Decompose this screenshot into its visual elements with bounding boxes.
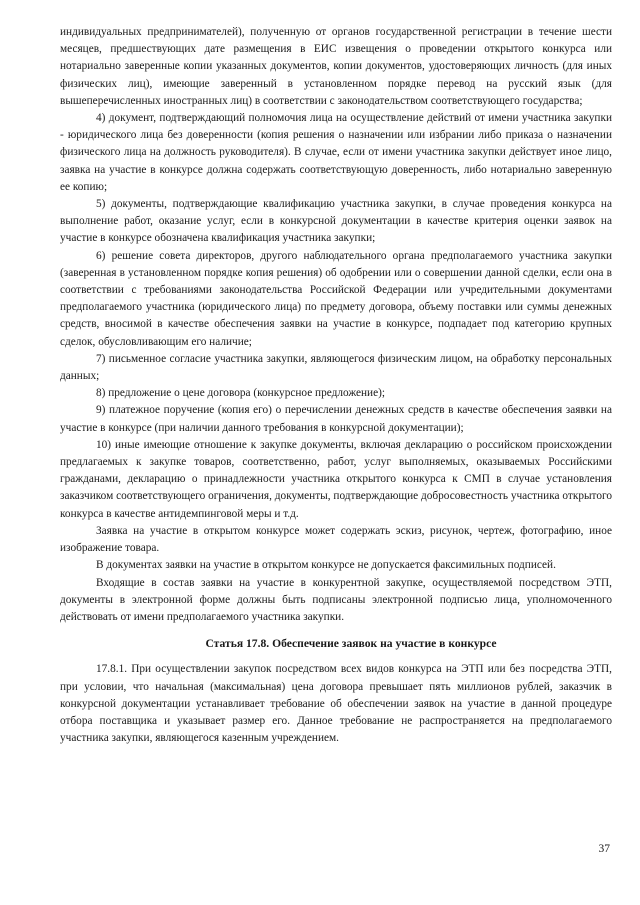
paragraph-item-6: 6) решение совета директоров, другого наблюдательного органа предполагаемого участника закупки (заверенная в установленном порядке копия решения) об одобрении или о совершении данной сделки, если она в соответствии с требованиями законодательства Российской Федерации или учредительными документами предполагаемого участника (юридического лица) по предмету договора, объему поставки или суммы денежных средств, вносимой в качестве обеспечения заявки на участие в конкурсе, подпадает под категорию крупных сделок, обусловливающим его наличие; — [60, 249, 612, 348]
paragraph-item-7: 7) письменное согласие участника закупки, являющегося физическим лицом, на обработку персональных данных; — [60, 352, 612, 383]
page-number: 37 — [598, 843, 610, 855]
paragraph-electronic-signature: Входящие в состав заявки на участие в конкурентной закупке, осуществляемой посредством ЭТП, документы в электронной форме должны быть подписаны электронной подписью лица, уполномоченного действовать от имени предполагаемого участника закупки. — [60, 576, 612, 623]
paragraph-item-10: 10) иные имеющие отношение к закупке документы, включая декларацию о российском происхождении предлагаемых к закупке товаров, соответственно, работ, услуг выполняемых, оказываемых Российскими гражданами, декларацию о принадлежности участника открытого конкурса к СМП в случае установления заказчиком соответствующего ограничения, документы, подтверждающие добросовестность участника открытого конкурса в качестве антидемпинговой меры и т.д. — [60, 438, 612, 520]
paragraph-item-8: 8) предложение о цене договора (конкурсное предложение); — [96, 387, 386, 400]
paragraph-facsimile: В документах заявки на участие в открытом конкурсе не допускается факсимильных подписей. — [96, 559, 556, 572]
paragraph-sketch: Заявка на участие в открытом конкурсе может содержать эскиз, рисунок, чертеж, фотографию, иное изображение товара. — [60, 524, 612, 555]
paragraph-item-9: 9) платежное поручение (копия его) о перечислении денежных средств в качестве обеспечения заявки на участие в конкурсе (при наличии данного требования в конкурсной документации); — [60, 404, 612, 434]
article-heading: Статья 17.8. Обеспечение заявок на участие в конкурсе — [205, 637, 497, 651]
paragraph-17-8-1: 17.8.1. При осуществлении закупок посредством всех видов конкурса на ЭТП или без посредства ЭТП, при условии, что начальная (максимальная) цена договора превышает пять миллионов рублей, заказчик в конкурсной документации устанавливает требование об обеспечении заявок на участие в данной процедуре отбора поставщика и указывает размер его. Данное требование не распространяется на предполагаемого участника закупки, являющегося казенным учреждением. — [60, 663, 612, 745]
paragraph-item-4: 4) документ, подтверждающий полномочия лица на осуществление действий от имени участника закупки - юридического лица без доверенности (копия решения о назначении или избрании либо приказа о назначении физического лица на должность руководителя). В случае, если от имени участника закупки действует иное лицо, заявка на участие в конкурсе должна содержать соответствующую доверенность, либо нотариально заверенную ее копию; — [60, 112, 612, 193]
paragraph-continuation: индивидуальных предпринимателей), полученную от органов государственной регистрации в течение шести месяцев, предшествующих дате размещения в ЕИС извещения о проведении открытого конкурса или нотариально заверенные копии указанных документов, копии документов, удостоверяющих личность (для иных физических лиц), имеющие заверенный в установленном порядке перевод на русский язык (для вышеперечисленных иностранных лиц) в соответствии с законодательством соответствующего государства; — [60, 26, 612, 107]
paragraph-item-5: 5) документы, подтверждающие квалификацию участника закупки, в случае проведения конкурса на выполнение работ, оказание услуг, если в конкурсной документации в качестве критерия оценки заявок на участие в конкурсе обозначена квалификация участника закупки; — [60, 198, 612, 245]
